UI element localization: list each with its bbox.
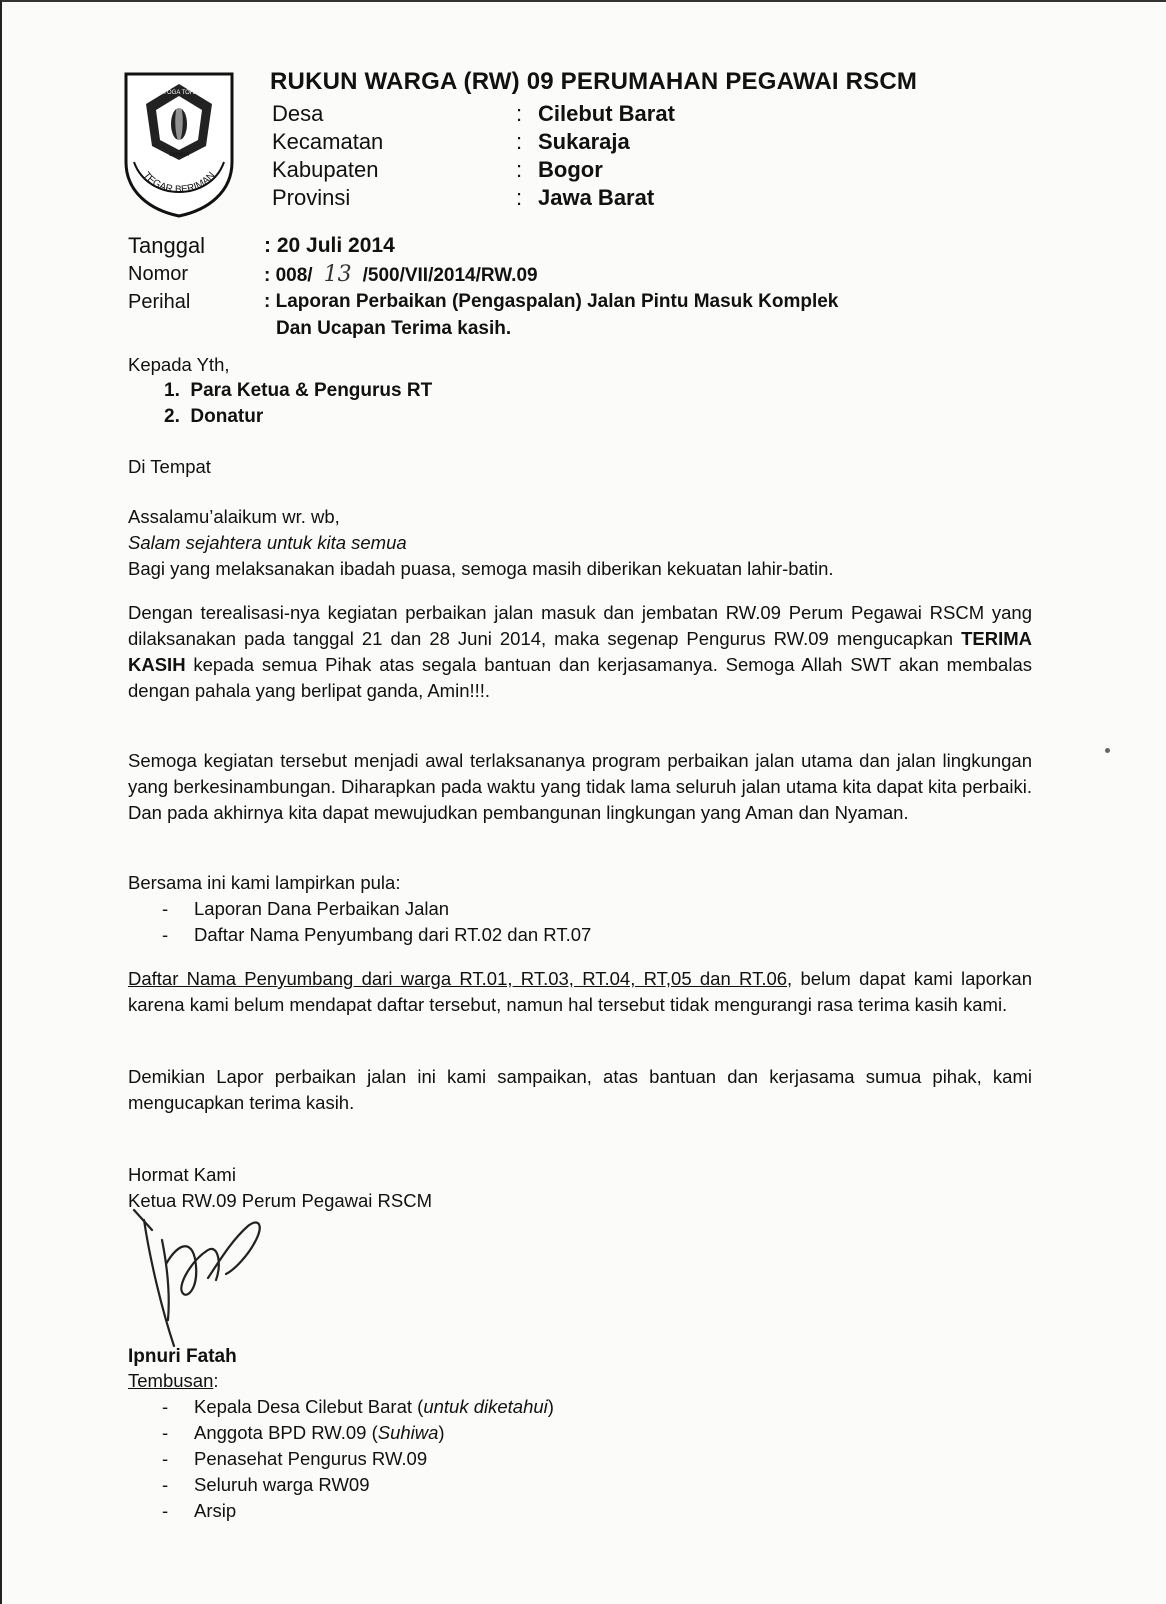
cc-item: - Seluruh warga RW09 [162,1472,1032,1498]
cc-note: untuk diketahui [423,1396,548,1417]
cc-heading [128,1368,1032,1394]
address-row-desa [272,100,675,128]
subject-row [128,288,838,316]
number-prefix: : 008/ [264,264,313,286]
signer-name: Ipnuri Fatah [128,1346,237,1367]
cc-text: Penasehat Pengurus RW.09 [194,1448,428,1469]
cc-end: ) [547,1396,554,1417]
paragraph-closing: Demikian Lapor perbaikan jalan ini kami sampaikan, atas bantuan dan kerjasama sumua pihak, kami mengucapkan terima kasih. [128,1066,1032,1113]
greeting-line-1: Assalamu’alaikum wr. wb, [128,506,340,527]
svg-text:TEGAR BERIMAN: TEGAR BERIMAN [140,170,218,196]
letterhead-address [272,100,675,212]
address-label: Kabupaten [272,157,379,182]
attachments-intro: Bersama ini kami lampirkan pula: [128,872,401,893]
svg-text:PRAYOGA TOHAGA: PRAYOGA TOHAGA [151,90,207,96]
cc-text: Kepala Desa Cilebut Barat ( [194,1396,424,1417]
svg-text:SAYAGA: SAYAGA [169,152,189,158]
address-label: Provinsi [272,185,351,210]
cc-note: Suhiwa [377,1422,439,1443]
date-label: Tanggal [128,233,206,258]
greeting [128,504,1032,582]
letterhead-title: RUKUN WARGA (RW) 09 PERUMAHAN PEGAWAI RSCM [270,68,918,95]
date-value: : 20 Juli 2014 [264,234,395,257]
place-text: Di Tempat [128,456,211,477]
cc-item: - Kepala Desa Cilebut Barat (untuk diketahui) [162,1396,554,1417]
attachment-text: Laporan Dana Perbaikan Jalan [194,898,450,919]
subject-line-1: : Laporan Perbaikan (Pengaspalan) Jalan Pintu Masuk Komplek [264,291,839,312]
terima-kasih-emphasis: TERIMA KASIH [128,628,1032,675]
address-label: Kecamatan [272,129,384,154]
attachment-item: - Laporan Dana Perbaikan Jalan [162,896,1032,922]
address-colon: : [516,101,523,126]
address-value: Sukaraja [538,129,630,154]
kabupaten-bogor-emblem-logo [120,70,238,220]
address-value: Jawa Barat [538,185,655,210]
address-row-kecamatan [272,128,675,156]
paragraph-thanks [128,600,1032,704]
number-row [128,260,838,288]
attachment-item: - Daftar Nama Penyumbang dari RT.02 dan RT.07 [162,922,1032,948]
subject-label: Perihal [128,290,191,313]
subject-line-2: Dan Ucapan Terima kasih. [276,318,512,339]
cc-item: - Anggota BPD RW.09 (Suhiwa) [162,1422,445,1443]
address-value: Cilebut Barat [538,101,675,126]
cc-item: - Penasehat Pengurus RW.09 [162,1446,1032,1472]
letter-meta [128,232,838,342]
recipients [128,352,1032,430]
address-row-provinsi [272,184,675,212]
pending-donors-rest: , belum dapat kami laporkan karena kami belum mendapat daftar tersebut, namun hal tersebut tidak mengurangi rasa terima kasih kami. [128,968,1032,1015]
carbon-copy [128,1368,1032,1524]
handwritten-number: 13 [323,261,352,287]
attachment-list [128,896,1032,948]
paragraph-thanks-end: kepada semua Pihak atas segala bantuan dan kerjasamanya. Semoga Allah SWT akan membalas dengan pahala yang berlipat ganda, Amin!!!. [128,654,1032,701]
place [128,454,1032,480]
greeting-line-3: Bagi yang melaksanakan ibadah puasa, semoga masih diberikan kekuatan lahir-batin. [128,558,834,579]
cc-text: Anggota BPD RW.09 ( [194,1422,378,1443]
closing-line-1: Hormat Kami [128,1164,236,1185]
address-colon: : [516,129,523,154]
date-row [128,232,838,260]
address-value: Bogor [538,157,603,182]
number-label: Nomor [128,262,189,285]
closing-line-2: Ketua RW.09 Perum Pegawai RSCM [128,1190,433,1211]
number-suffix: /500/VII/2014/RW.09 [362,264,538,286]
pending-donors-underlined: Daftar Nama Penyumbang dari warga RT.01, RT.03, RT.04, RT,05 dan RT.06 [128,968,788,989]
handwritten-signature [122,1200,272,1350]
recipient-list [128,378,1032,430]
paragraph-hope: Semoga kegiatan tersebut menjadi awal terlaksananya program perbaikan jalan utama dan jalan lingkungan yang berkesinambungan. Diharapkan pada waktu yang tidak lama seluruh jalan utama kita dapat kita perbaiki. Dan pada akhirnya kita dapat mewujudkan pembangunan lingkungan yang Aman dan Nyaman. [128,750,1032,823]
attachment-text: Daftar Nama Penyumbang dari RT.02 dan RT.07 [194,924,592,945]
cc-text: Seluruh warga RW09 [194,1474,370,1495]
address-row-kabupaten [272,156,675,184]
attachments [128,870,1032,948]
address-label: Desa [272,101,324,126]
number-value [264,262,538,287]
cc-text: Arsip [194,1500,237,1521]
address-colon: : [516,185,523,210]
greeting-line-2: Salam sejahtera untuk kita semua [128,532,407,553]
cc-colon: : [213,1370,219,1391]
scan-speck [1105,748,1110,753]
recipients-intro: Kepada Yth, [128,354,230,375]
paragraph-pending-list [128,966,1032,1018]
recipient-item: 1. Para Ketua & Pengurus RT [164,380,433,401]
paragraph-thanks-start: Dengan terealisasi-nya kegiatan perbaikan jalan masuk dan jembatan RW.09 Perum Pegawai RSCM yang dilaksanakan pada tanggal 21 dan 28 Juni 2014, maka segenap Pengurus RW.09 mengucapkan [128,602,1032,649]
cc-label: Tembusan [128,1370,214,1391]
address-colon: : [516,157,523,182]
cc-item: - Arsip [162,1498,1032,1524]
cc-end: ) [438,1422,445,1443]
cc-list [128,1394,1032,1524]
recipient-item: 2. Donatur [164,406,264,427]
